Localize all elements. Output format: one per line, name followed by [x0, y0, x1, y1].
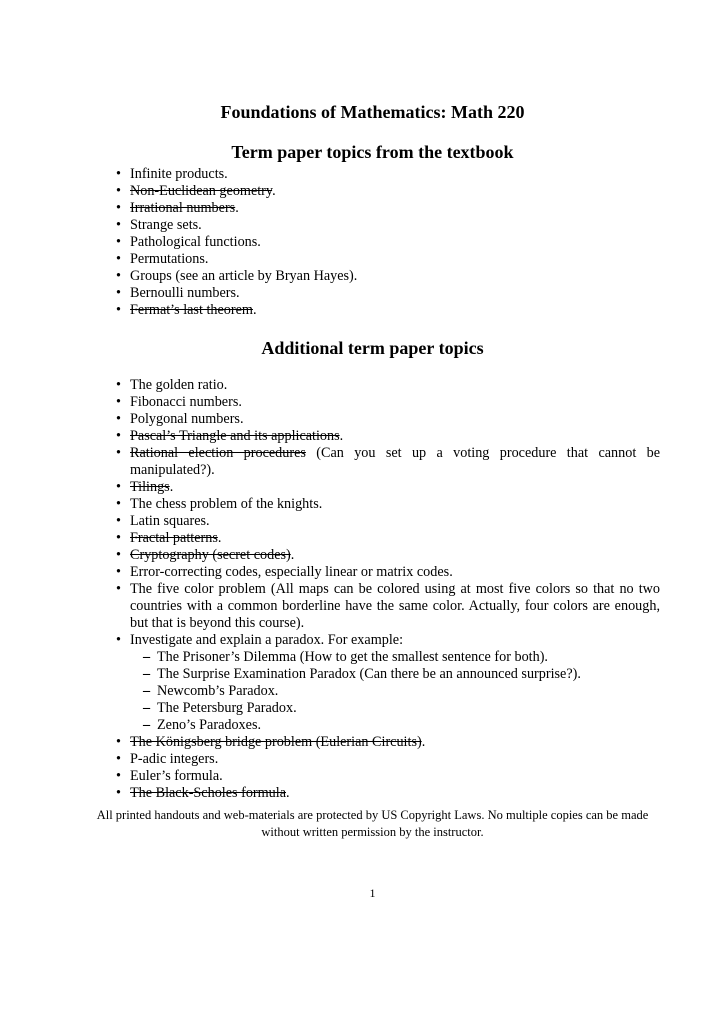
topic-text: P-adic integers [130, 751, 215, 767]
topic-text: Euler’s formula [130, 768, 220, 784]
topic-text: The five color problem (All maps can be colored using at most five colors so that no two countries with a common borderline have the same color. Actually, four colors are enough, but that is beyond this course) [130, 581, 660, 631]
topic-text: Rational election procedures [130, 445, 306, 461]
topic-text: Bernoulli numbers [130, 285, 236, 301]
list-item [114, 377, 660, 394]
list-item [114, 768, 660, 785]
list-item [114, 268, 660, 285]
topic-text: Tilings [130, 479, 170, 495]
list-item [114, 547, 660, 564]
list-item [114, 285, 660, 302]
list-item [114, 302, 660, 319]
topic-text: Permutations [130, 251, 205, 267]
topic-suffix: . [318, 496, 323, 512]
topic-text: Irrational numbers [130, 200, 236, 216]
topic-suffix: . [198, 217, 202, 233]
list-item [114, 479, 660, 496]
list-item [114, 530, 660, 547]
topic-suffix: . [286, 785, 290, 801]
topic-text: The golden ratio [130, 377, 224, 393]
page-number: 1 [369, 886, 376, 900]
topic-suffix: . [219, 768, 223, 784]
list-item [114, 183, 660, 200]
topic-text: The Black-Scholes formula [130, 785, 287, 801]
list-item [114, 513, 660, 530]
topic-suffix: . [353, 268, 358, 284]
topic-suffix: . [224, 166, 228, 182]
section-heading-textbook: Term paper topics from the textbook [231, 142, 514, 162]
sublist-item: – The Prisoner’s Dilemma (How to get the smallest sentence for both). [130, 649, 660, 666]
topic-suffix: . [235, 200, 239, 216]
topic-suffix: . [239, 411, 244, 427]
document-title: Foundations of Mathematics: Math 220 [220, 102, 525, 122]
topic-suffix: . [272, 183, 276, 199]
topic-text: Error-correcting codes, especially linear or matrix codes [130, 564, 450, 580]
topic-suffix: . [206, 513, 210, 529]
section-heading-additional: Additional term paper topics [261, 338, 484, 358]
topic-text: Groups (see an article by Bryan Hayes) [130, 268, 354, 284]
topic-text: Cryptography (secret codes) [130, 547, 291, 563]
topic-suffix: (Can you set up a voting procedure that cannot be manipulated?). [130, 445, 660, 478]
topic-text: The chess problem of the knights [130, 496, 319, 512]
list-item [114, 785, 660, 802]
topic-suffix: . [169, 479, 174, 495]
topic-text: Non-Euclidean geometry [130, 183, 273, 199]
topic-text: Investigate and explain a paradox. For example [130, 632, 400, 648]
list-item [114, 166, 660, 183]
topic-suffix: . [204, 251, 209, 267]
topic-suffix: : [399, 632, 404, 648]
sublist-item: – Newcomb’s Paradox. [130, 683, 660, 700]
paradox-sublist [130, 649, 660, 734]
list-item [114, 734, 660, 751]
topic-text: Pascal’s Triangle and its applications [130, 428, 340, 444]
topic-text: Fractal patterns [130, 530, 218, 546]
topic-suffix: . [238, 394, 242, 410]
sublist-item: – Zeno’s Paradoxes. [130, 717, 660, 734]
sublist-item: – The Surprise Examination Paradox (Can there be an announced surprise?). [130, 666, 660, 683]
topic-suffix: . [290, 547, 295, 563]
list-item [114, 496, 660, 513]
topic-suffix: . [421, 734, 426, 750]
topic-text: Pathological functions [130, 234, 258, 250]
topic-text: Polygonal numbers [130, 411, 240, 427]
list-item [114, 251, 660, 268]
list-item [114, 200, 660, 217]
topic-suffix: . [236, 285, 240, 301]
topic-text: Latin squares [130, 513, 207, 529]
textbook-topics-list [114, 166, 660, 319]
copyright-notice: All printed handouts and web-materials are protected by US Copyright Laws. No multiple copies can be made without written permission by the instructor. [96, 808, 649, 839]
topic-text: Fermat’s last theorem [130, 302, 253, 318]
topic-text: The Königsberg bridge problem (Eulerian Circuits) [130, 734, 422, 750]
topic-suffix: . [449, 564, 453, 580]
topic-suffix: . [257, 234, 261, 250]
list-item [114, 751, 660, 768]
list-item [114, 632, 660, 734]
list-item [114, 234, 660, 251]
list-item [114, 581, 660, 632]
topic-suffix: . [214, 751, 219, 767]
topic-text: Fibonacci numbers [130, 394, 239, 410]
topic-suffix: . [339, 428, 344, 444]
topic-suffix: . [300, 615, 305, 631]
topic-text: Strange sets [130, 217, 199, 233]
topic-text: Infinite products [130, 166, 225, 182]
additional-topics-list [114, 377, 660, 802]
topic-suffix: . [252, 302, 257, 318]
list-item [114, 428, 660, 445]
list-item [114, 564, 660, 581]
list-item [114, 217, 660, 234]
list-item [114, 445, 660, 479]
sublist-item: – The Petersburg Paradox. [130, 700, 660, 717]
list-item [114, 394, 660, 411]
topic-suffix: . [217, 530, 222, 546]
topic-suffix: . [223, 377, 228, 393]
list-item [114, 411, 660, 428]
